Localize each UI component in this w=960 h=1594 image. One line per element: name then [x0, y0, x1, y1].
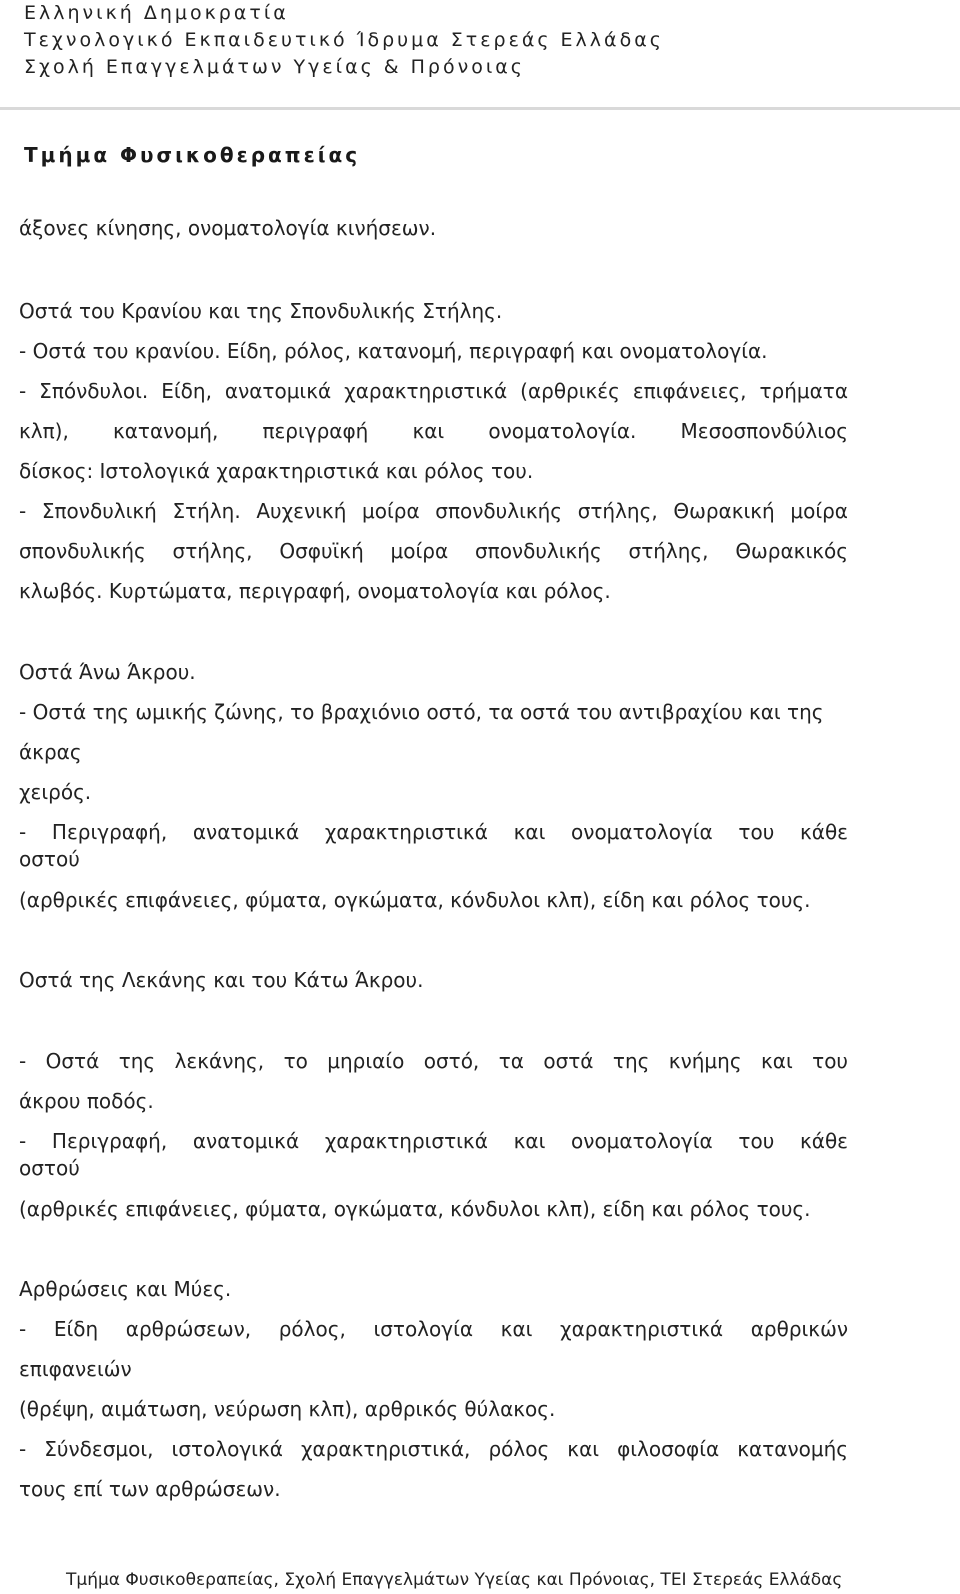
header-line-2: Τεχνολογικό Εκπαιδευτικό Ίδρυμα Στερεάς Ελλάδας [24, 29, 664, 51]
text-line: - Σπόνδυλοι. Είδη, ανατομικά χαρακτηριστικά (αρθρικές επιφάνειες, τρήματα [19, 379, 848, 403]
text-line: - Είδη αρθρώσεων, ρόλος, ιστολογία και χαρακτηριστικά αρθρικών [19, 1317, 848, 1341]
text-line: - Σπονδυλική Στήλη. Αυχενική μοίρα σπονδυλικής στήλης, Θωρακική μοίρα [19, 499, 848, 523]
header-line-1: Ελληνική Δημοκρατία [24, 2, 289, 24]
header-line-3: Σχολή Επαγγελμάτων Υγείας & Πρόνοιας [24, 56, 525, 78]
text-line: (αρθρικές επιφάνειες, φύματα, ογκώματα, κόνδυλοι κλπ), είδη και ρόλος τους. [19, 888, 811, 912]
text-line: χειρός. [19, 780, 92, 804]
text-line: οστού [19, 847, 80, 871]
text-line: - Σύνδεσμοι, ιστολογικά χαρακτηριστικά, ρόλος και φιλοσοφία κατανομής [19, 1437, 848, 1461]
text-line: άκρας [19, 740, 82, 764]
section-heading: Οστά της Λεκάνης και του Κάτω Άκρου. [19, 968, 424, 992]
department-title: Τμήμα Φυσικοθεραπείας [24, 143, 361, 167]
text-line: άξονες κίνησης, ονοματολογία κινήσεων. [19, 216, 437, 240]
text-line: άκρου ποδός. [19, 1089, 154, 1113]
text-line: (θρέψη, αιμάτωση, νεύρωση κλπ), αρθρικός θύλακος. [19, 1397, 556, 1421]
section-heading: Αρθρώσεις και Μύες. [19, 1277, 232, 1301]
section-heading: Οστά του Κρανίου και της Σπονδυλικής Στήλης. [19, 299, 503, 323]
text-line: - Περιγραφή, ανατομικά χαρακτηριστικά και ονοματολογία του κάθε [19, 820, 848, 844]
text-line: - Οστά του κρανίου. Είδη, ρόλος, κατανομή, περιγραφή και ονοματολογία. [19, 339, 768, 363]
text-line: επιφανειών [19, 1357, 132, 1381]
text-line: δίσκος: Ιστολογικά χαρακτηριστικά και ρόλος του. [19, 459, 534, 483]
text-line: - Οστά της ωμικής ζώνης, το βραχιόνιο οστό, τα οστά του αντιβραχίου και της [19, 700, 824, 724]
text-line: - Οστά της λεκάνης, το μηριαίο οστό, τα οστά της κνήμης και του [19, 1049, 848, 1073]
text-line: τους επί των αρθρώσεων. [19, 1477, 281, 1501]
text-line: οστού [19, 1156, 80, 1180]
text-line: κλπ), κατανομή, περιγραφή και ονοματολογία. Μεσοσπονδύλιος [19, 419, 848, 443]
text-line: κλωβός. Κυρτώματα, περιγραφή, ονοματολογία και ρόλος. [19, 579, 611, 603]
institution-header [24, 0, 664, 81]
text-line: (αρθρικές επιφάνειες, φύματα, ογκώματα, κόνδυλοι κλπ), είδη και ρόλος τους. [19, 1197, 811, 1221]
text-line: σπονδυλικής στήλης, Οσφυϊκή μοίρα σπονδυλικής στήλης, Θωρακικός [19, 539, 848, 563]
section-heading: Οστά Άνω Άκρου. [19, 660, 196, 684]
header-divider [0, 107, 960, 110]
text-line: - Περιγραφή, ανατομικά χαρακτηριστικά και ονοματολογία του κάθε [19, 1129, 848, 1153]
page-footer: Τμήμα Φυσικοθεραπείας, Σχολή Επαγγελμάτων Υγείας και Πρόνοιας, ΤΕΙ Στερεάς Ελλάδας [66, 1570, 843, 1590]
